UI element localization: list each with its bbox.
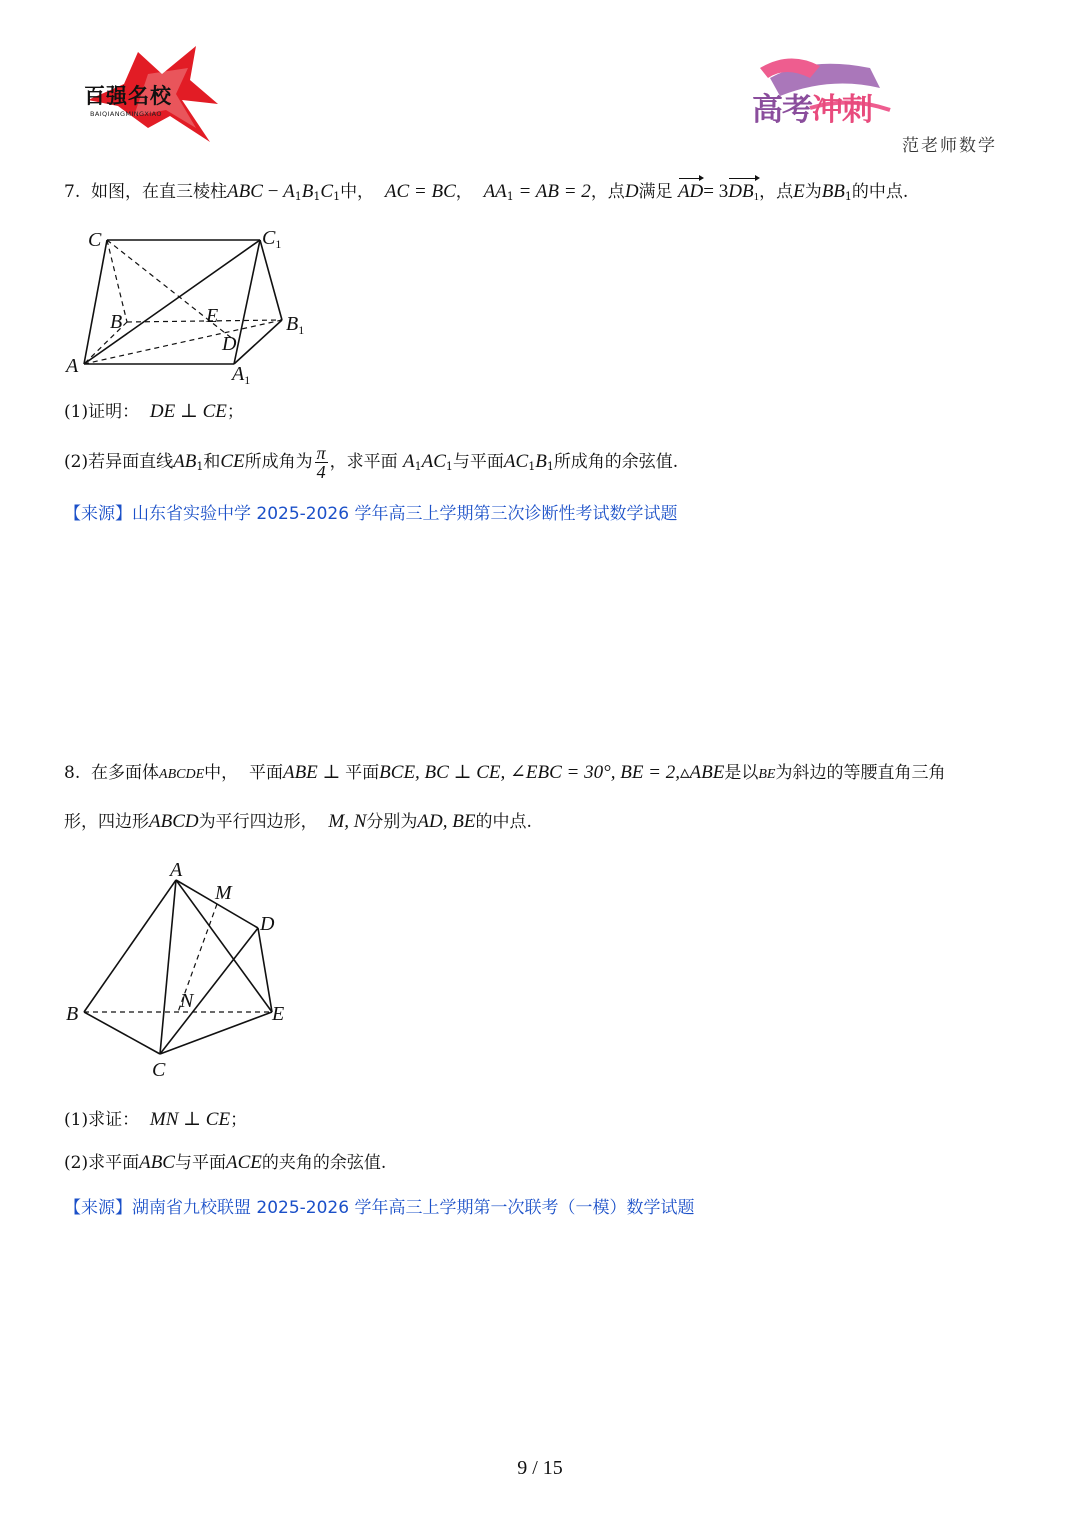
q7-prism-figure (62, 222, 322, 387)
label-D8: D (260, 913, 275, 935)
label-B: B (110, 311, 123, 333)
label-C1: $C_1$ (262, 227, 282, 251)
q8-polyhedron-figure (62, 852, 302, 1084)
left-logo-text: 百强名校 (84, 84, 172, 108)
q7-source: 【来源】山东省实验中学 2025-2026 学年高三上学期第三次诊断性考试数学试题 (64, 504, 678, 524)
q8-statement-line1: 8. 在多面体ABCDE中， 平面ABE ⊥ 平面BCE, BC ⊥ CE, ∠EBC = 30°, BE = 2,▵ABE是以BE为斜边的等腰直角三角 (64, 762, 946, 783)
right-logo-text: 高考冲刺 (752, 92, 872, 128)
label-A8: A (170, 859, 183, 881)
teacher-name: 范老师数学 (902, 136, 997, 156)
q7-statement: 7. 如图，在直三棱柱ABC − $A_1B_1C_1$中， AC = BC， $AA_1$ = AB = 2，点D满足 $AD= 3DB_1$，点E为$BB_1$的中点. (64, 180, 908, 209)
label-C: C (88, 229, 102, 251)
label-B1: $B_1$ (286, 313, 305, 337)
label-N: N (180, 990, 194, 1012)
label-E: E (206, 305, 219, 327)
label-A: A (66, 355, 79, 377)
label-A1: $A_1$ (232, 363, 251, 387)
q8-part2: (2)求平面ABC与平面ACE的夹角的余弦值. (64, 1152, 387, 1173)
q8-statement-line2: 形，四边形ABCD为平行四边形， M, N分别为AD, BE的中点. (64, 811, 532, 832)
q8-part1: (1)求证： MN ⊥ CE； (64, 1109, 248, 1130)
label-E8: E (272, 1003, 285, 1025)
label-C8: C (152, 1059, 166, 1081)
q7-part2: (2)若异面直线$AB_1$和CE所成角为 $\frac{\pi}{4}$ ，求平面 $A_1AC_1$与平面$AC_1B_1$所成角的余弦值. (64, 443, 679, 482)
label-M: M (215, 882, 232, 904)
label-D: D (222, 333, 237, 355)
q7-part1: (1)证明： DE ⊥ CE； (64, 401, 244, 422)
left-logo-subtext: BAIQIANGMINGXIAO (90, 110, 162, 118)
label-B8: B (66, 1003, 79, 1025)
q8-source: 【来源】湖南省九校联盟 2025-2026 学年高三上学期第一次联考（一模）数学试题 (64, 1198, 695, 1218)
page-number: 9 / 15 (517, 1457, 563, 1479)
